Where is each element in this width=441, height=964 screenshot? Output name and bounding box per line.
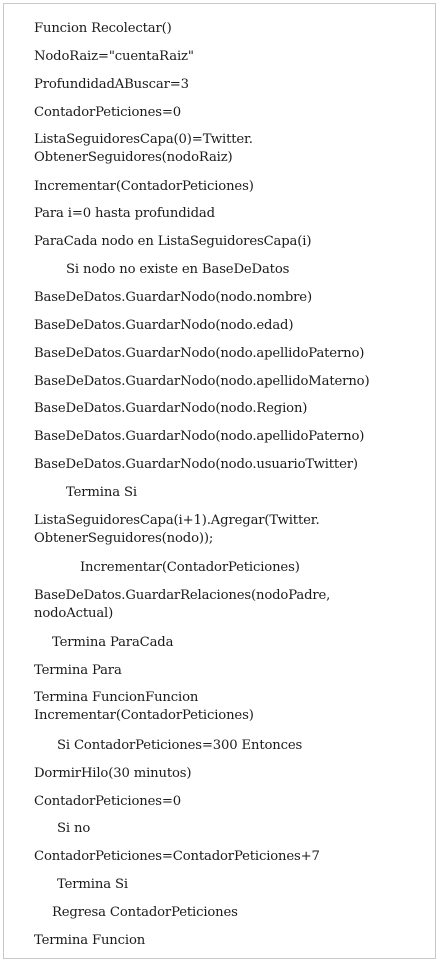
code-line: BaseDeDatos.GuardarNodo(nodo.Region) bbox=[34, 401, 308, 416]
code-line: ProfundidadABuscar=3 bbox=[34, 77, 189, 92]
code-line: ContadorPeticiones=0 bbox=[34, 794, 182, 809]
code-line: Regresa ContadorPeticiones bbox=[52, 905, 238, 920]
code-listing-frame bbox=[3, 3, 436, 959]
code-line: ListaSeguidoresCapa(0)=Twitter. bbox=[34, 132, 253, 147]
code-line: Si ContadorPeticiones=300 Entonces bbox=[57, 738, 303, 753]
code-line: NodoRaiz="cuentaRaiz" bbox=[34, 49, 194, 64]
code-line: ContadorPeticiones=0 bbox=[34, 105, 182, 120]
code-line: Termina Funcion bbox=[34, 933, 146, 948]
code-line: ParaCada nodo en ListaSeguidoresCapa(i) bbox=[34, 234, 312, 249]
code-line: BaseDeDatos.GuardarNodo(nodo.apellidoPaterno) bbox=[34, 429, 365, 444]
code-line: Termina Si bbox=[57, 877, 128, 892]
code-line: ListaSeguidoresCapa(i+1).Agregar(Twitter. bbox=[34, 513, 320, 528]
code-line: Incrementar(ContadorPeticiones) bbox=[80, 560, 300, 575]
code-line: Para i=0 hasta profundidad bbox=[34, 206, 215, 221]
code-line: Termina Si bbox=[66, 485, 137, 500]
code-line: Si no bbox=[57, 821, 91, 836]
code-line: ObtenerSeguidores(nodoRaiz) bbox=[34, 150, 233, 165]
code-line: BaseDeDatos.GuardarNodo(nodo.nombre) bbox=[34, 290, 312, 305]
code-line: Termina ParaCada bbox=[52, 635, 174, 650]
code-line: Si nodo no existe en BaseDeDatos bbox=[66, 262, 290, 277]
code-line: BaseDeDatos.GuardarNodo(nodo.usuarioTwitter) bbox=[34, 457, 358, 472]
code-line: nodoActual) bbox=[34, 606, 114, 621]
code-line: Incrementar(ContadorPeticiones) bbox=[34, 179, 254, 194]
code-line: ContadorPeticiones=ContadorPeticiones+7 bbox=[34, 849, 320, 864]
code-line: ObtenerSeguidores(nodo)); bbox=[34, 531, 214, 546]
code-line: Termina Para bbox=[34, 663, 122, 678]
code-line: Termina FuncionFuncion bbox=[34, 690, 199, 705]
code-line: DormirHilo(30 minutos) bbox=[34, 766, 192, 781]
code-line: Incrementar(ContadorPeticiones) bbox=[34, 708, 254, 723]
code-line: BaseDeDatos.GuardarNodo(nodo.apellidoMaterno) bbox=[34, 374, 370, 389]
code-line: BaseDeDatos.GuardarNodo(nodo.apellidoPaterno) bbox=[34, 346, 365, 361]
code-line: BaseDeDatos.GuardarRelaciones(nodoPadre, bbox=[34, 588, 331, 603]
code-line: Funcion Recolectar() bbox=[34, 21, 172, 36]
code-line: BaseDeDatos.GuardarNodo(nodo.edad) bbox=[34, 318, 294, 333]
